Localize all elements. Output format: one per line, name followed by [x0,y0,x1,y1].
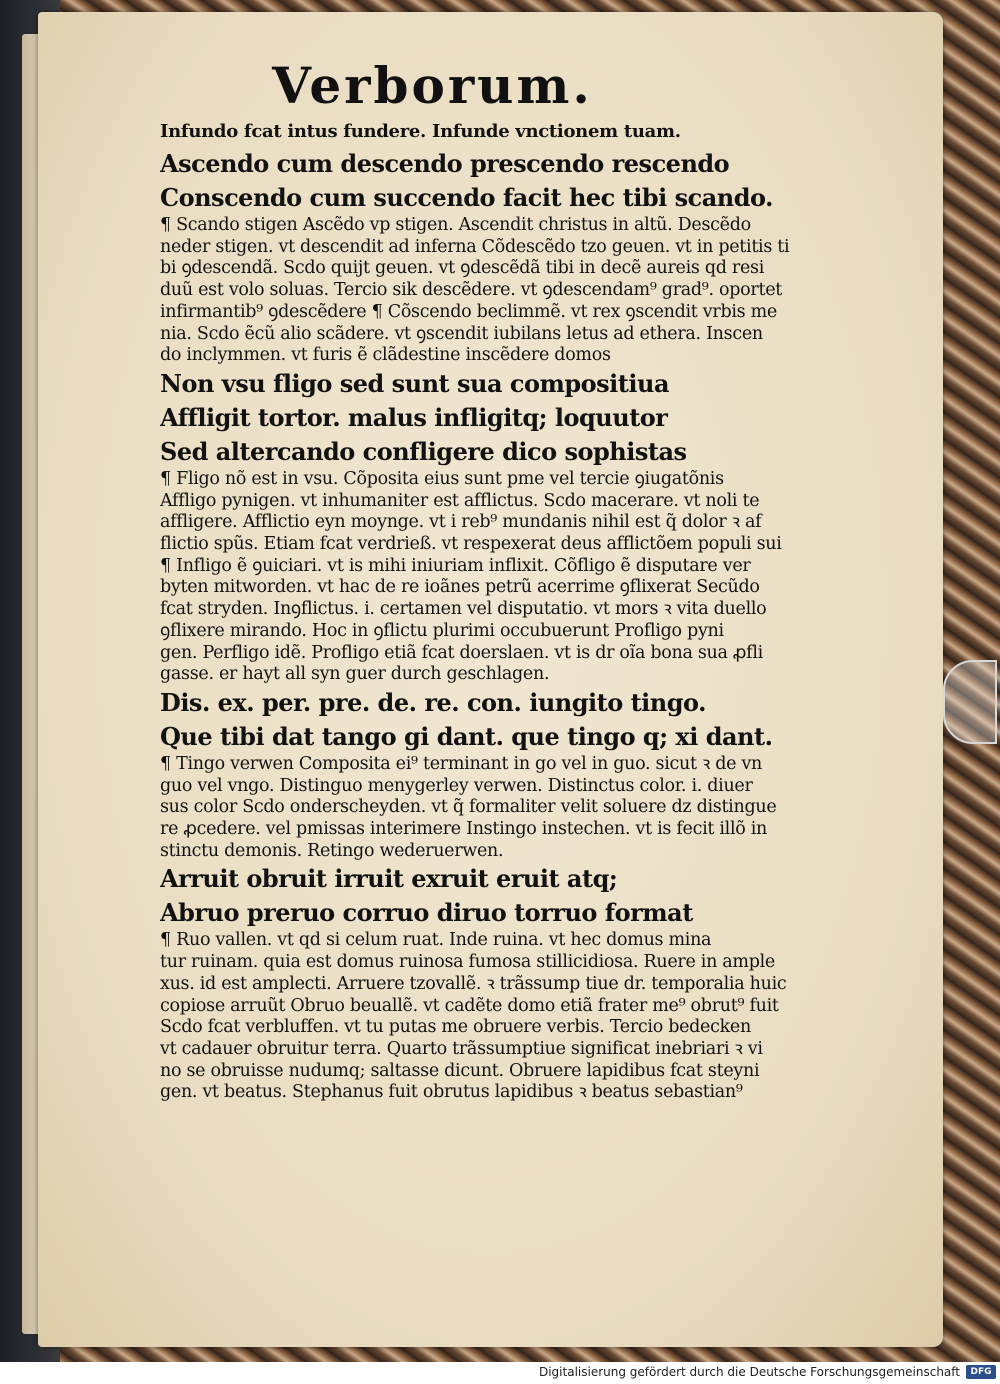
gloss-line: infirmantib⁹ ꝯdescẽdere ¶ Cõscendo beclimmẽ. vt rex ꝯscendit vrbis me [160,301,777,322]
gloss-line: vt cadauer obruitur terra. Quarto trãssumptiue significat inebriari ꝛ vi [160,1038,763,1059]
dfg-logo: DFG [966,1365,996,1379]
gloss-line: fcat stryden. Inꝯflictus. i. certamen vel disputatio. vt mors ꝛ vita duello [160,599,767,620]
verse-line: Abruo preruo corruo diruo torruo format [160,898,693,928]
gloss-line: byten mitworden. vt hac de re ioãnes petrũ acerrime ꝯflixerat Secũdo [160,577,760,598]
verse-line: Affligit tortor. malus infligitq; loquutor [160,402,668,432]
gloss-line: guo vel vngo. Distinguo menygerley verwen. Distinctus color. i. diuer [160,775,753,796]
gloss-line: gasse. er hayt all syn guer durch geschlagen. [160,664,550,685]
verse-line: Que tibi dat tango gi dant. que tingo q; xi dant. [160,721,773,751]
gloss-line: copiose arruũt Obruo beuallẽ. vt cadẽte domo etiã frater me⁹ obrut⁹ fuit [160,995,779,1016]
book-page [38,12,943,1347]
gloss-line: Scdo fcat verbluffen. vt tu putas me obruere verbis. Tercio bedecken [160,1017,751,1038]
gloss-line: no se obruisse nudumq; saltasse dicunt. Obruere lapidibus fcat steyni [160,1060,760,1081]
gloss-line: gen. Perfligo idẽ. Profligo etiã fcat doerslaen. vt is dr oĩa bona sua ꝓfli [160,642,763,663]
verse-line: Arruit obruit irruit exruit eruit atq; [160,864,618,894]
gloss-line: neder stigen. vt descendit ad inferna Cõdescẽdo tzo geuen. vt in petitis ti [160,236,790,257]
gloss-line: sus color Scdo onderscheyden. vt q̃ formaliter velit soluere dz distingue [160,797,777,818]
verse-line: Dis. ex. per. pre. de. re. con. iungito tingo. [160,687,706,717]
opening-line: Infundo fcat intus fundere. Infunde vnctionem tuam. [160,121,681,142]
verse-line: Ascendo cum descendo prescendo rescendo [160,149,730,178]
gloss-line: nia. Scdo ẽcũ alio scãdere. vt ꝯscendit iubilans letus ad ethera. Inscen [160,323,763,344]
page-clip [943,660,997,744]
gloss-line: ¶ Scando stigen Ascẽdo vp stigen. Ascendit christus in altũ. Descẽdo [160,215,751,235]
verse-line: Conscendo cum succendo facit hec tibi scando. [160,183,773,212]
gloss-line: do inclymmen. vt furis ẽ clãdestine inscẽdere domos [160,345,611,366]
page-title: Verborum. [272,56,593,115]
verse-line: Sed altercando confligere dico sophistas [160,436,687,466]
gloss-line: bi ꝯdescendã. Scdo quijt geuen. vt ꝯdescẽdã tibi in decẽ aureis qd resi [160,258,765,279]
gloss-line: gen. vt beatus. Stephanus fuit obrutus lapidibus ꝛ beatus sebastian⁹ [160,1082,743,1103]
gloss-line: ꝯflixere mirando. Hoc in ꝯflictu plurimi occubuerunt Profligo pyni [160,620,724,641]
page-text [160,117,810,1104]
gloss-line: ¶ Tingo verwen Composita ei⁹ terminant in go vel in guo. sicut ꝛ de vn [160,753,763,774]
gloss-line: duũ est volo soluas. Tercio sik descẽdere. vt ꝯdescendam⁹ grad⁹. oportet [160,280,782,301]
gloss-line: ¶ Infligo ẽ ꝯuiciari. vt is mihi iniuriam inflixit. Cõfligo ẽ disputare ver [160,555,751,576]
gloss-line: Affligo pynigen. vt inhumaniter est afflictus. Scdo macerare. vt noli te [160,490,760,511]
gloss-line: flictio spũs. Etiam fcat verdrieß. vt respexerat deus afflictõem populi sui [160,534,782,555]
gloss-line: affligere. Afflictio eyn moynge. vt i reb⁹ mundanis nihil est q̃ dolor ꝛ af [160,512,762,533]
funding-credit: Digitalisierung gefördert durch die Deutsche Forschungsgemeinschaft [538,1365,960,1379]
verse-line: Non vsu fligo sed sunt sua compositiua [160,368,669,398]
gloss-line: stinctu demonis. Retingo wederuerwen. [160,840,504,861]
gloss-line: ¶ Fligo nõ est in vsu. Cõposita eius sunt pme vel tercie ꝯiugatõnis [160,468,724,489]
footer-bar [0,1362,1000,1384]
gloss-line: tur ruinam. quia est domus ruinosa fumosa stillicidiosa. Ruere in ample [160,952,775,973]
gloss-line: re ꝓcedere. vel pmissas interimere Instingo instechen. vt is fecit illõ in [160,819,768,840]
gloss-line: ¶ Ruo vallen. vt qd si celum ruat. Inde ruina. vt hec domus mina [160,930,712,951]
gloss-line: xus. id est amplecti. Arruere tzovallẽ. ꝛ trãssump tiue dr. temporalia huic [160,973,787,994]
